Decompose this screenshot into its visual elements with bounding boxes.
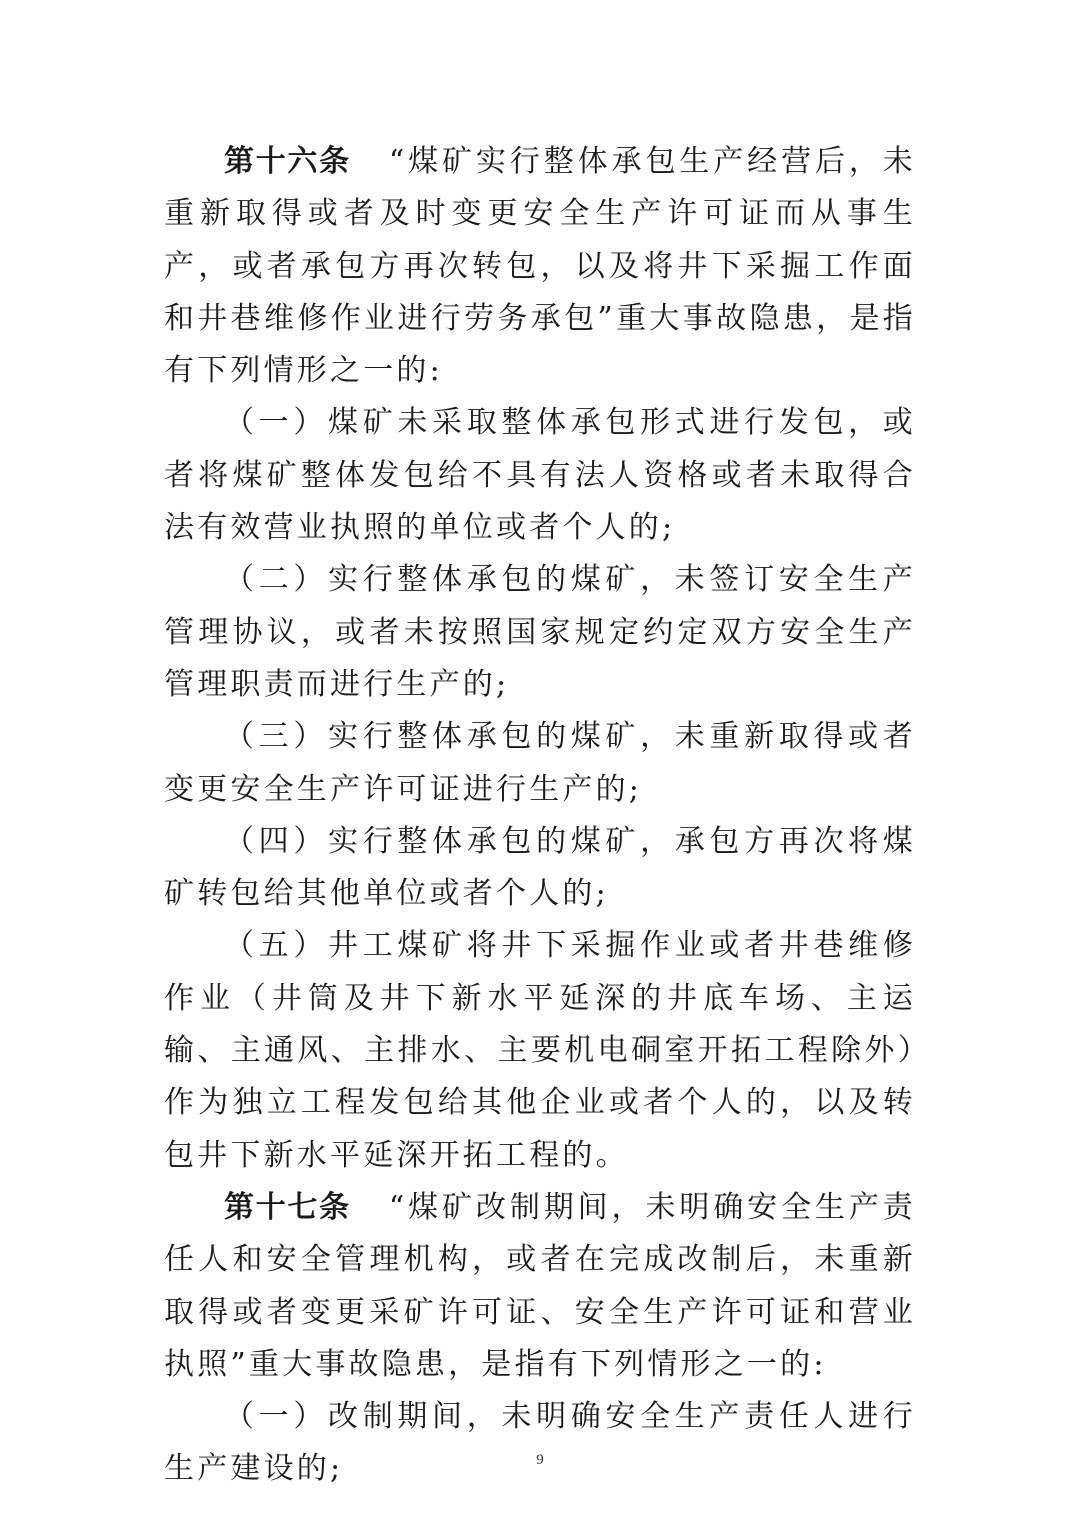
article-17-item-1: （一）改制期间，未明确安全生产责任人进行生产建设的; [164, 1399, 916, 1487]
page-number: 9 [536, 1452, 544, 1468]
article-16-item-2: （二）实行整体承包的煤矿，未签订安全生产管理协议，或者未按照国家规定约定双方安全生产管理职责而进行生产的; [164, 562, 916, 702]
article-17-label: 第十七条 [224, 1189, 351, 1225]
article-17-intro [164, 1182, 916, 1391]
article-16-intro-text: “煤矿实行整体承包生产经营后，未重新取得或者及时变更安全生产许可证而从事生产，或者承包方再次转包，以及将井下采掘工作面和井巷维修作业进行劳务承包”重大事故隐患，是指有下列情形之一的: [164, 144, 917, 389]
article-16-item-4: （四）实行整体承包的煤矿，承包方再次将煤矿转包给其他单位或者个人的; [164, 823, 916, 912]
article-16-item-5: （五）井工煤矿将井下采掘作业或者井巷维修作业（井筒及井下新水平延深的井底车场、主运输、主通风、主排水、主要机电硐室开拓工程除外）作为独立工程发包给其他企业或者个人的，以及转包井下新水平延深开拓工程的。 [164, 928, 916, 1173]
article-16-intro [164, 136, 916, 397]
article-17-intro-text: “煤矿改制期间，未明确安全生产责任人和安全管理机构，或者在完成改制后，未重新取得或者变更采矿许可证、安全生产许可证和营业执照”重大事故隐患，是指有下列情形之一的: [164, 1189, 917, 1382]
article-16-item-1: （一）煤矿未采取整体承包形式进行发包，或者将煤矿整体发包给不具有法人资格或者未取得合法有效营业执照的单位或者个人的; [164, 405, 916, 546]
article-16-item-3: （三）实行整体承包的煤矿，未重新取得或者变更安全生产许可证进行生产的; [164, 719, 916, 807]
article-16-label: 第十六条 [224, 144, 351, 179]
document-body [164, 136, 916, 1496]
